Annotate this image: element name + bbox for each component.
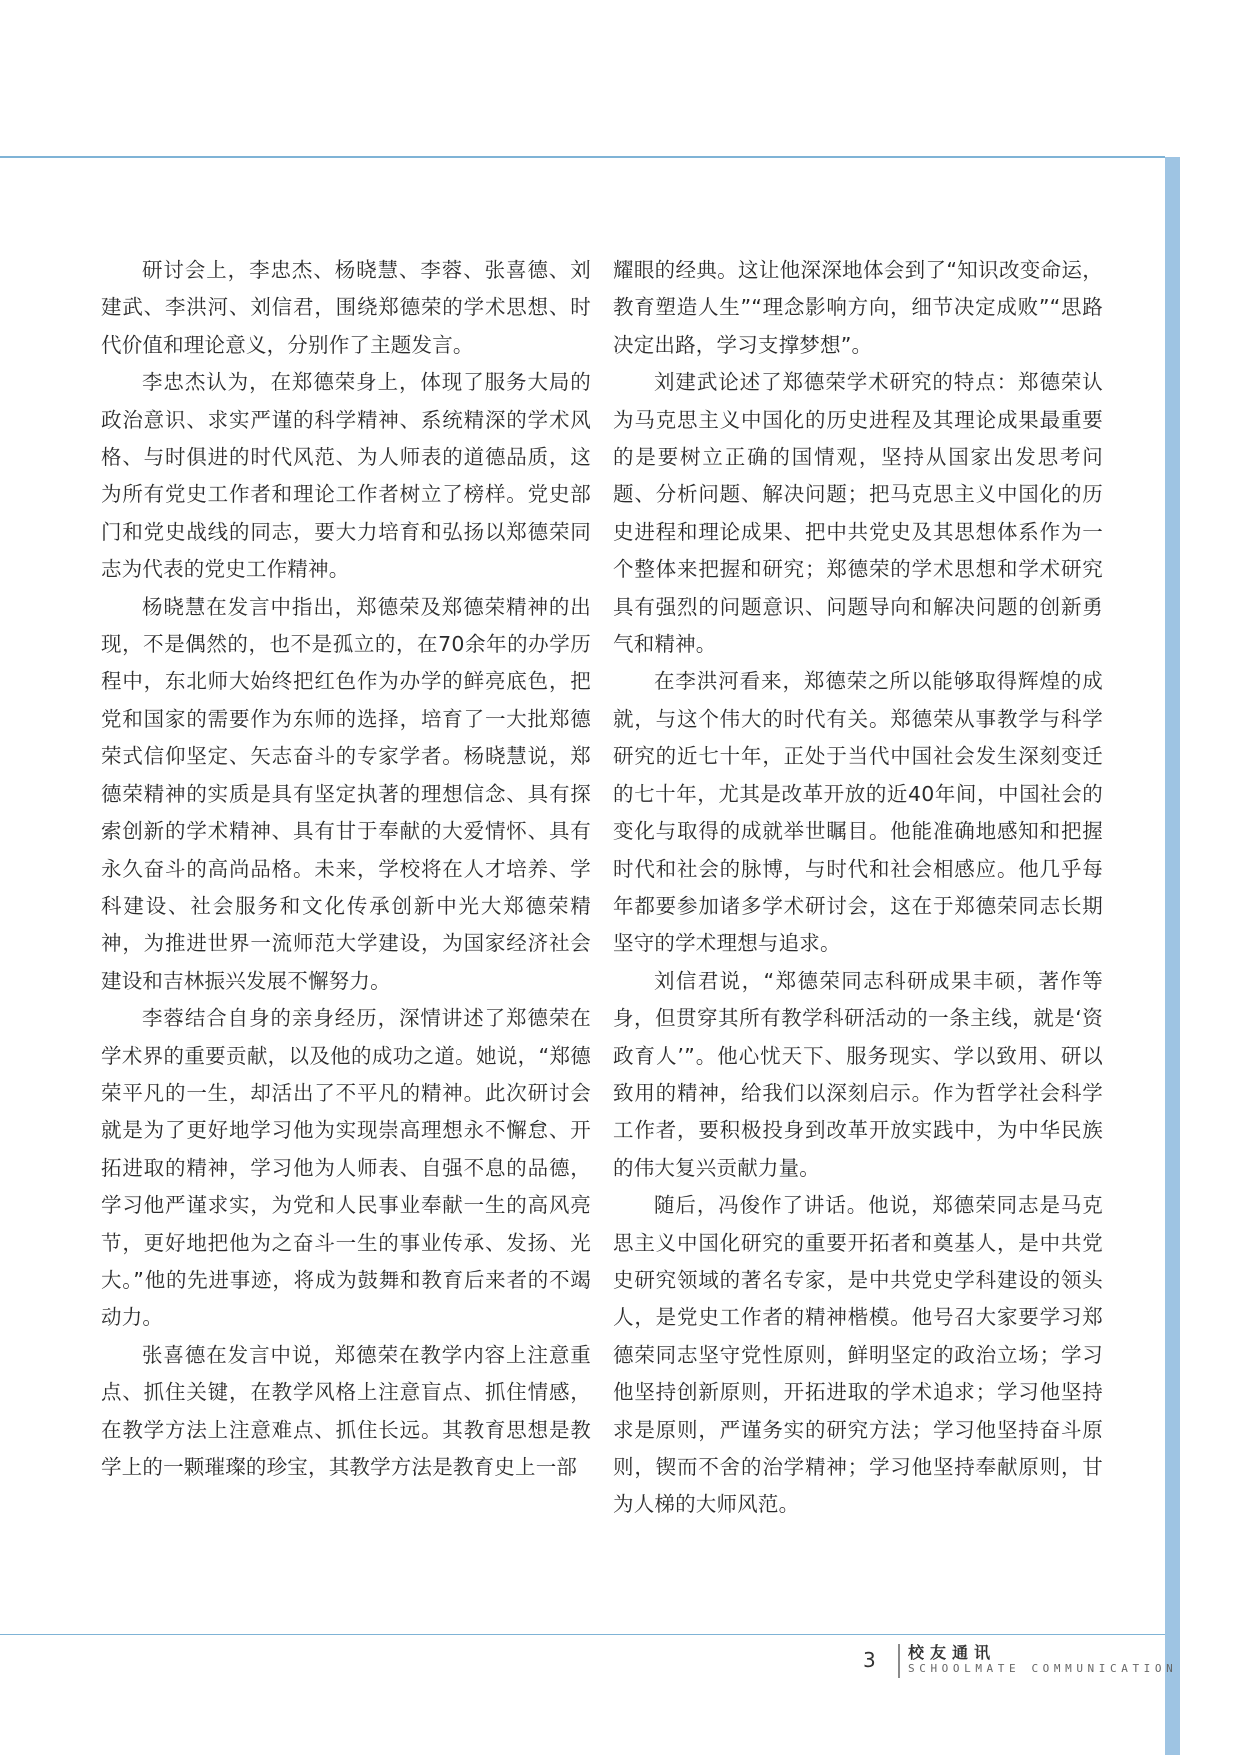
paragraph: 张喜德在发言中说，郑德荣在教学内容上注意重点、抓住关键，在教学风格上注意盲点、抓住情感，在教学方法上注意难点、抓住长远。其教育思想是教学上的一颗璀璨的珍宝，其教学方法是教育史上一部 (101, 1342, 591, 1479)
paragraph: 刘建武论述了郑德荣学术研究的特点：郑德荣认为马克思主义中国化的历史进程及其理论成果最重要的是要树立正确的国情观，坚持从国家出发思考问题、分析问题、解决问题；把马克思主义中国化的历史进程和理论成果、把中共党史及其思想体系作为一个整体来把握和研究；郑德荣的学术思想和学术研究具有强烈的问题意识、问题导向和解决问题的创新勇气和精神。 (613, 370, 1103, 657)
paragraph: 李忠杰认为，在郑德荣身上，体现了服务大局的政治意识、求实严谨的科学精神、系统精深的学术风格、与时俱进的时代风范、为人师表的道德品质，这为所有党史工作者和理论工作者树立了榜样。党史部门和党史战线的同志，要大力培育和弘扬以郑德荣同志为代表的党史工作精神。 (101, 370, 591, 582)
paragraph: 随后，冯俊作了讲话。他说，郑德荣同志是马克思主义中国化研究的重要开拓者和奠基人，是中共党史研究领域的著名专家，是中共党史学科建设的领头人，是党史工作者的精神楷模。他号召大家要学习郑德荣同志坚守党性原则，鲜明坚定的政治立场；学习他坚持创新原则，开拓进取的学术追求；学习他坚持求是原则，严谨务实的研究方法；学习他坚持奋斗原则，锲而不舍的治学精神；学习他坚持奉献原则，甘为人梯的大师风范。 (613, 1193, 1103, 1517)
paragraph-continuation: 耀眼的经典。这让他深深地体会到了“知识改变命运，教育塑造人生”“理念影响方向，细节决定成败”“思路决定出路，学习支撑梦想”。 (613, 258, 1103, 357)
publication-subtitle: SCHOOLMATE COMMUNICATION (908, 1662, 1178, 1675)
paragraph: 杨晓慧在发言中指出，郑德荣及郑德荣精神的出现，不是偶然的，也不是孤立的，在70余年的办学历程中，东北师大始终把红色作为办学的鲜亮底色，把党和国家的需要作为东师的选择，培育了一大批郑德荣式信仰坚定、矢志奋斗的专家学者。杨晓慧说，郑德荣精神的实质是具有坚定执著的理想信念、具有探索创新的学术精神、具有甘于奉献的大爱情怀、具有永久奋斗的高尚品格。未来，学校将在人才培养、学科建设、社会服务和文化传承创新中光大郑德荣精神，为推进世界一流师范大学建设，为国家经济社会建设和吉林振兴发展不懈努力。 (101, 594, 591, 993)
paragraph: 李蓉结合自身的亲身经历，深情讲述了郑德荣在学术界的重要贡献，以及他的成功之道。她说，“郑德荣平凡的一生，却活出了不平凡的精神。此次研讨会就是为了更好地学习他为实现崇高理想永不懈怠、开拓进取的精神，学习他为人师表、自强不息的品德，学习他严谨求实，为党和人民事业奉献一生的高风亮节，更好地把他为之奋斗一生的事业传承、发扬、光大。”他的先进事迹，将成为鼓舞和教育后来者的不竭动力。 (101, 1006, 591, 1330)
publication-title: 校友通讯 (908, 1643, 997, 1662)
article-column-left (101, 252, 591, 1486)
paragraph: 研讨会上，李忠杰、杨晓慧、李蓉、张喜德、刘建武、李洪河、刘信君，围绕郑德荣的学术思想、时代价值和理论意义，分别作了主题发言。 (101, 258, 591, 357)
footer-rule (0, 1634, 1165, 1635)
paragraph: 刘信君说，“郑德荣同志科研成果丰硕，著作等身，但贯穿其所有教学科研活动的一条主线，就是‘资政育人’”。他心忧天下、服务现实、学以致用、研以致用的精神，给我们以深刻启示。作为哲学社会科学工作者，要积极投身到改革开放实践中，为中华民族的伟大复兴贡献力量。 (613, 968, 1103, 1180)
footer-divider (898, 1644, 900, 1678)
article-column-right (613, 252, 1103, 1524)
side-accent-bar (1165, 157, 1180, 1755)
paragraph: 在李洪河看来，郑德荣之所以能够取得辉煌的成就，与这个伟大的时代有关。郑德荣从事教学与科学研究的近七十年，正处于当代中国社会发生深刻变迁的七十年，尤其是改革开放的近40年间，中国社会的变化与取得的成就举世瞩目。他能准确地感知和把握时代和社会的脉博，与时代和社会相感应。他几乎每年都要参加诸多学术研讨会，这在于郑德荣同志长期坚守的学术理想与追求。 (613, 669, 1103, 956)
page-number: 3 (863, 1648, 876, 1672)
header-rule (0, 156, 1165, 158)
